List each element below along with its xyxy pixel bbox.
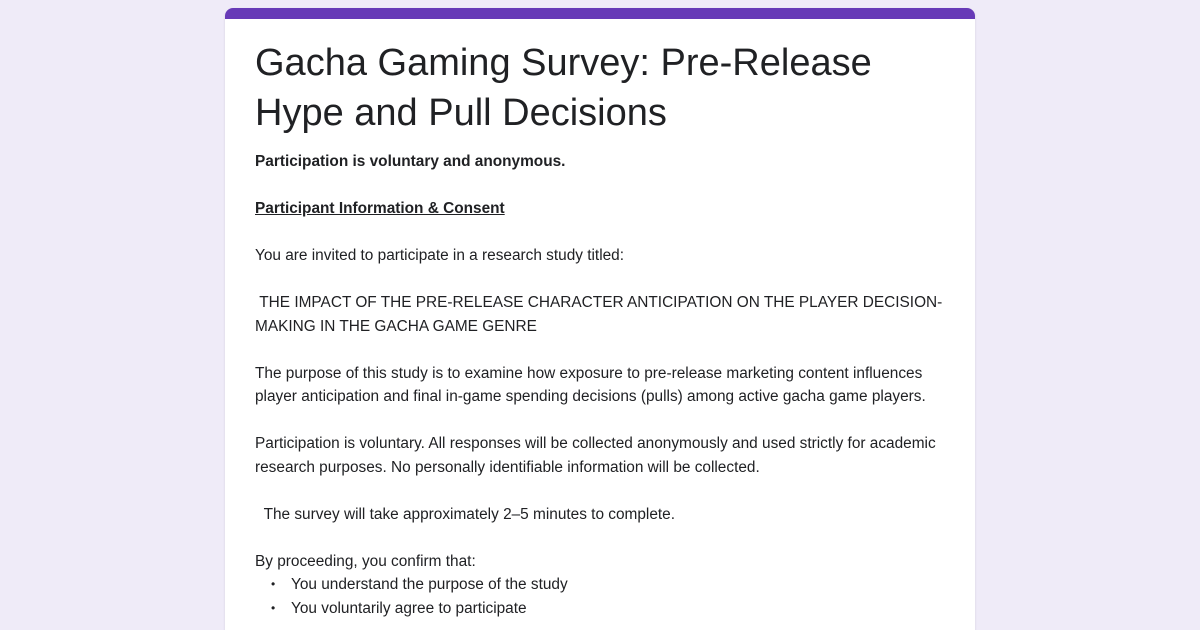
voluntary-note: Participation is voluntary and anonymous. xyxy=(255,153,566,170)
confirm-intro: By proceeding, you confirm that: xyxy=(255,552,476,570)
form-accent-bar xyxy=(225,8,975,19)
spacer xyxy=(255,338,945,362)
spacer xyxy=(255,221,945,245)
duration-text: The survey will take approximately 2–5 minutes to complete. xyxy=(255,505,676,523)
form-header-card xyxy=(225,8,975,630)
confirm-list-item: • You voluntarily agree to participate xyxy=(291,597,945,621)
consent-heading: Participant Information & Consent xyxy=(255,200,505,217)
spacer xyxy=(255,409,945,433)
form-description xyxy=(255,150,945,620)
study-title: THE IMPACT OF THE PRE-RELEASE CHARACTER ANTICIPATION ON THE PLAYER DECISION-MAKING IN THE GACHA GAME GENRE xyxy=(255,294,943,335)
spacer xyxy=(255,174,945,198)
confirm-list xyxy=(255,573,945,620)
invite-text: You are invited to participate in a research study titled: xyxy=(255,247,625,264)
participation-text: Participation is voluntary. All responses will be collected anonymously and used strictly for academic research purposes. No personally identifiable information will be collected. xyxy=(255,435,940,476)
form-header-content xyxy=(255,38,945,620)
spacer xyxy=(255,526,945,550)
form-title: Gacha Gaming Survey: Pre-Release Hype and Pull Decisions xyxy=(255,42,872,134)
confirm-list-item: • You understand the purpose of the study xyxy=(291,573,945,597)
purpose-text: The purpose of this study is to examine how exposure to pre-release marketing content influences player anticipation and final in-game spending decisions (pulls) among active gacha game players. xyxy=(255,364,927,405)
spacer xyxy=(255,268,945,292)
spacer xyxy=(255,479,945,503)
